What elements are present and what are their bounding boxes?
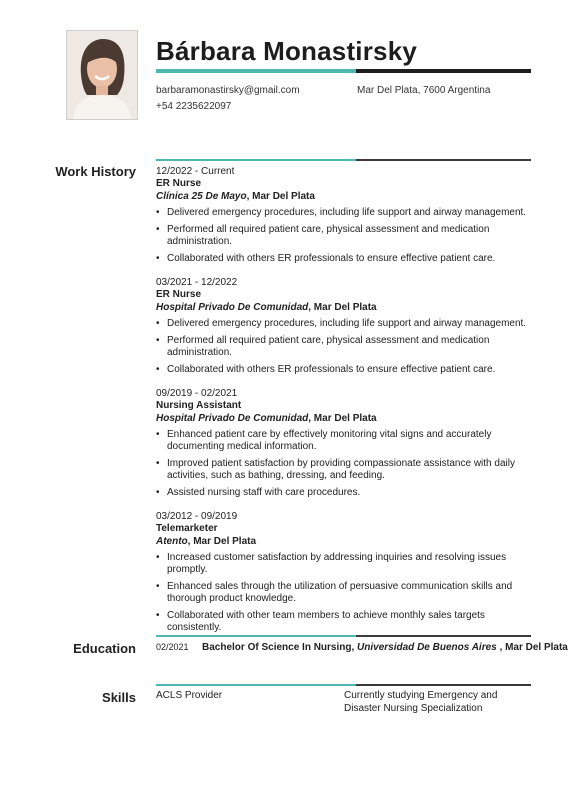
- job-bullets: [156, 207, 534, 265]
- company-name: Clínica 25 De Mayo: [156, 191, 247, 202]
- job-dates: 03/2012 - 09/2019: [156, 511, 238, 522]
- profile-photo-illustration: [67, 31, 137, 119]
- company-location: , Mar Del Plata: [308, 302, 377, 313]
- company-name: Atento: [156, 536, 188, 547]
- skill-item: ACLS Provider: [156, 690, 223, 701]
- job-entry: [156, 165, 534, 270]
- education-degree: Bachelor Of Science In Nursing: [202, 642, 352, 653]
- profile-photo: [66, 30, 138, 120]
- job-bullets: [156, 429, 534, 499]
- skills-rule: [156, 684, 531, 686]
- job-company: [156, 301, 534, 314]
- header-rule-teal: [156, 69, 356, 73]
- bullet-item: • Collaborated with others ER professionals to ensure effective patient care.: [156, 253, 534, 265]
- work-history-rule: [156, 159, 531, 161]
- job-company: [156, 412, 534, 425]
- email-text: barbaramonastirsky@gmail.com: [156, 85, 300, 96]
- bullet-item: • Collaborated with others ER professionals to ensure effective patient care.: [156, 364, 534, 376]
- job-company: [156, 190, 534, 203]
- job-entry: [156, 387, 534, 504]
- education-location: , Mar Del Plata: [496, 642, 568, 653]
- education-description: Bachelor Of Science In Nursing, Universidad De Buenos Aires , Mar Del Plata: [202, 642, 568, 653]
- job-entry: [156, 276, 534, 381]
- bullet-item: • Collaborated with other team members to achieve monthly sales targets consistently.: [156, 610, 534, 634]
- job-dates: 03/2021 - 12/2022: [156, 277, 238, 288]
- job-title: Telemarketer: [156, 523, 218, 534]
- bullet-item: • Performed all required patient care, physical assessment and medication administration.: [156, 335, 534, 359]
- bullet-item: • Enhanced sales through the utilization of persuasive communication skills and thorough product knowledge.: [156, 581, 534, 605]
- job-title: ER Nurse: [156, 178, 202, 189]
- job-bullets: [156, 318, 534, 376]
- company-location: , Mar Del Plata: [187, 536, 257, 547]
- job-dates: 12/2022 - Current: [156, 166, 235, 177]
- job-company: [156, 535, 534, 548]
- company-location: , Mar Del Plata: [246, 191, 315, 202]
- company-location: , Mar Del Plata: [308, 413, 377, 424]
- bullet-item: • Delivered emergency procedures, including life support and airway management.: [156, 207, 534, 219]
- bullet-item: • Improved patient satisfaction by providing compassionate assistance with daily activities, such as bathing, dressing, and feeding.: [156, 458, 534, 482]
- job-entry: [156, 510, 534, 639]
- education-title: Education: [73, 641, 136, 656]
- job-bullets: [156, 552, 534, 634]
- company-name: Hospital Privado De Comunidad: [156, 302, 309, 313]
- bullet-item: • Performed all required patient care, physical assessment and medication administration.: [156, 224, 534, 248]
- job-dates: 09/2019 - 02/2021: [156, 388, 238, 399]
- skills-title: Skills: [102, 690, 136, 705]
- education-school: Universidad De Buenos Aires: [357, 642, 497, 653]
- skill-item: Currently studying Emergency and Disaster Nursing Specialization: [344, 690, 498, 714]
- location-text: Mar Del Plata, 7600 Argentina: [357, 85, 491, 96]
- company-name: Hospital Privado De Comunidad: [156, 413, 309, 424]
- job-title: ER Nurse: [156, 289, 202, 300]
- education-rule: [156, 635, 531, 637]
- header-rule-dark: [356, 69, 531, 73]
- candidate-name: Bárbara Monastirsky: [156, 36, 418, 66]
- work-history-title: Work History: [55, 164, 136, 179]
- bullet-item: • Enhanced patient care by effectively monitoring vital signs and accurately documenting medical information.: [156, 429, 534, 453]
- bullet-item: • Delivered emergency procedures, including life support and airway management.: [156, 318, 534, 330]
- bullet-item: • Increased customer satisfaction by addressing inquiries and resolving issues promptly.: [156, 552, 534, 576]
- job-title: Nursing Assistant: [156, 400, 242, 411]
- bullet-item: • Assisted nursing staff with care procedures.: [156, 487, 534, 499]
- phone-text: +54 2235622097: [156, 101, 232, 112]
- education-date: 02/2021: [156, 642, 189, 652]
